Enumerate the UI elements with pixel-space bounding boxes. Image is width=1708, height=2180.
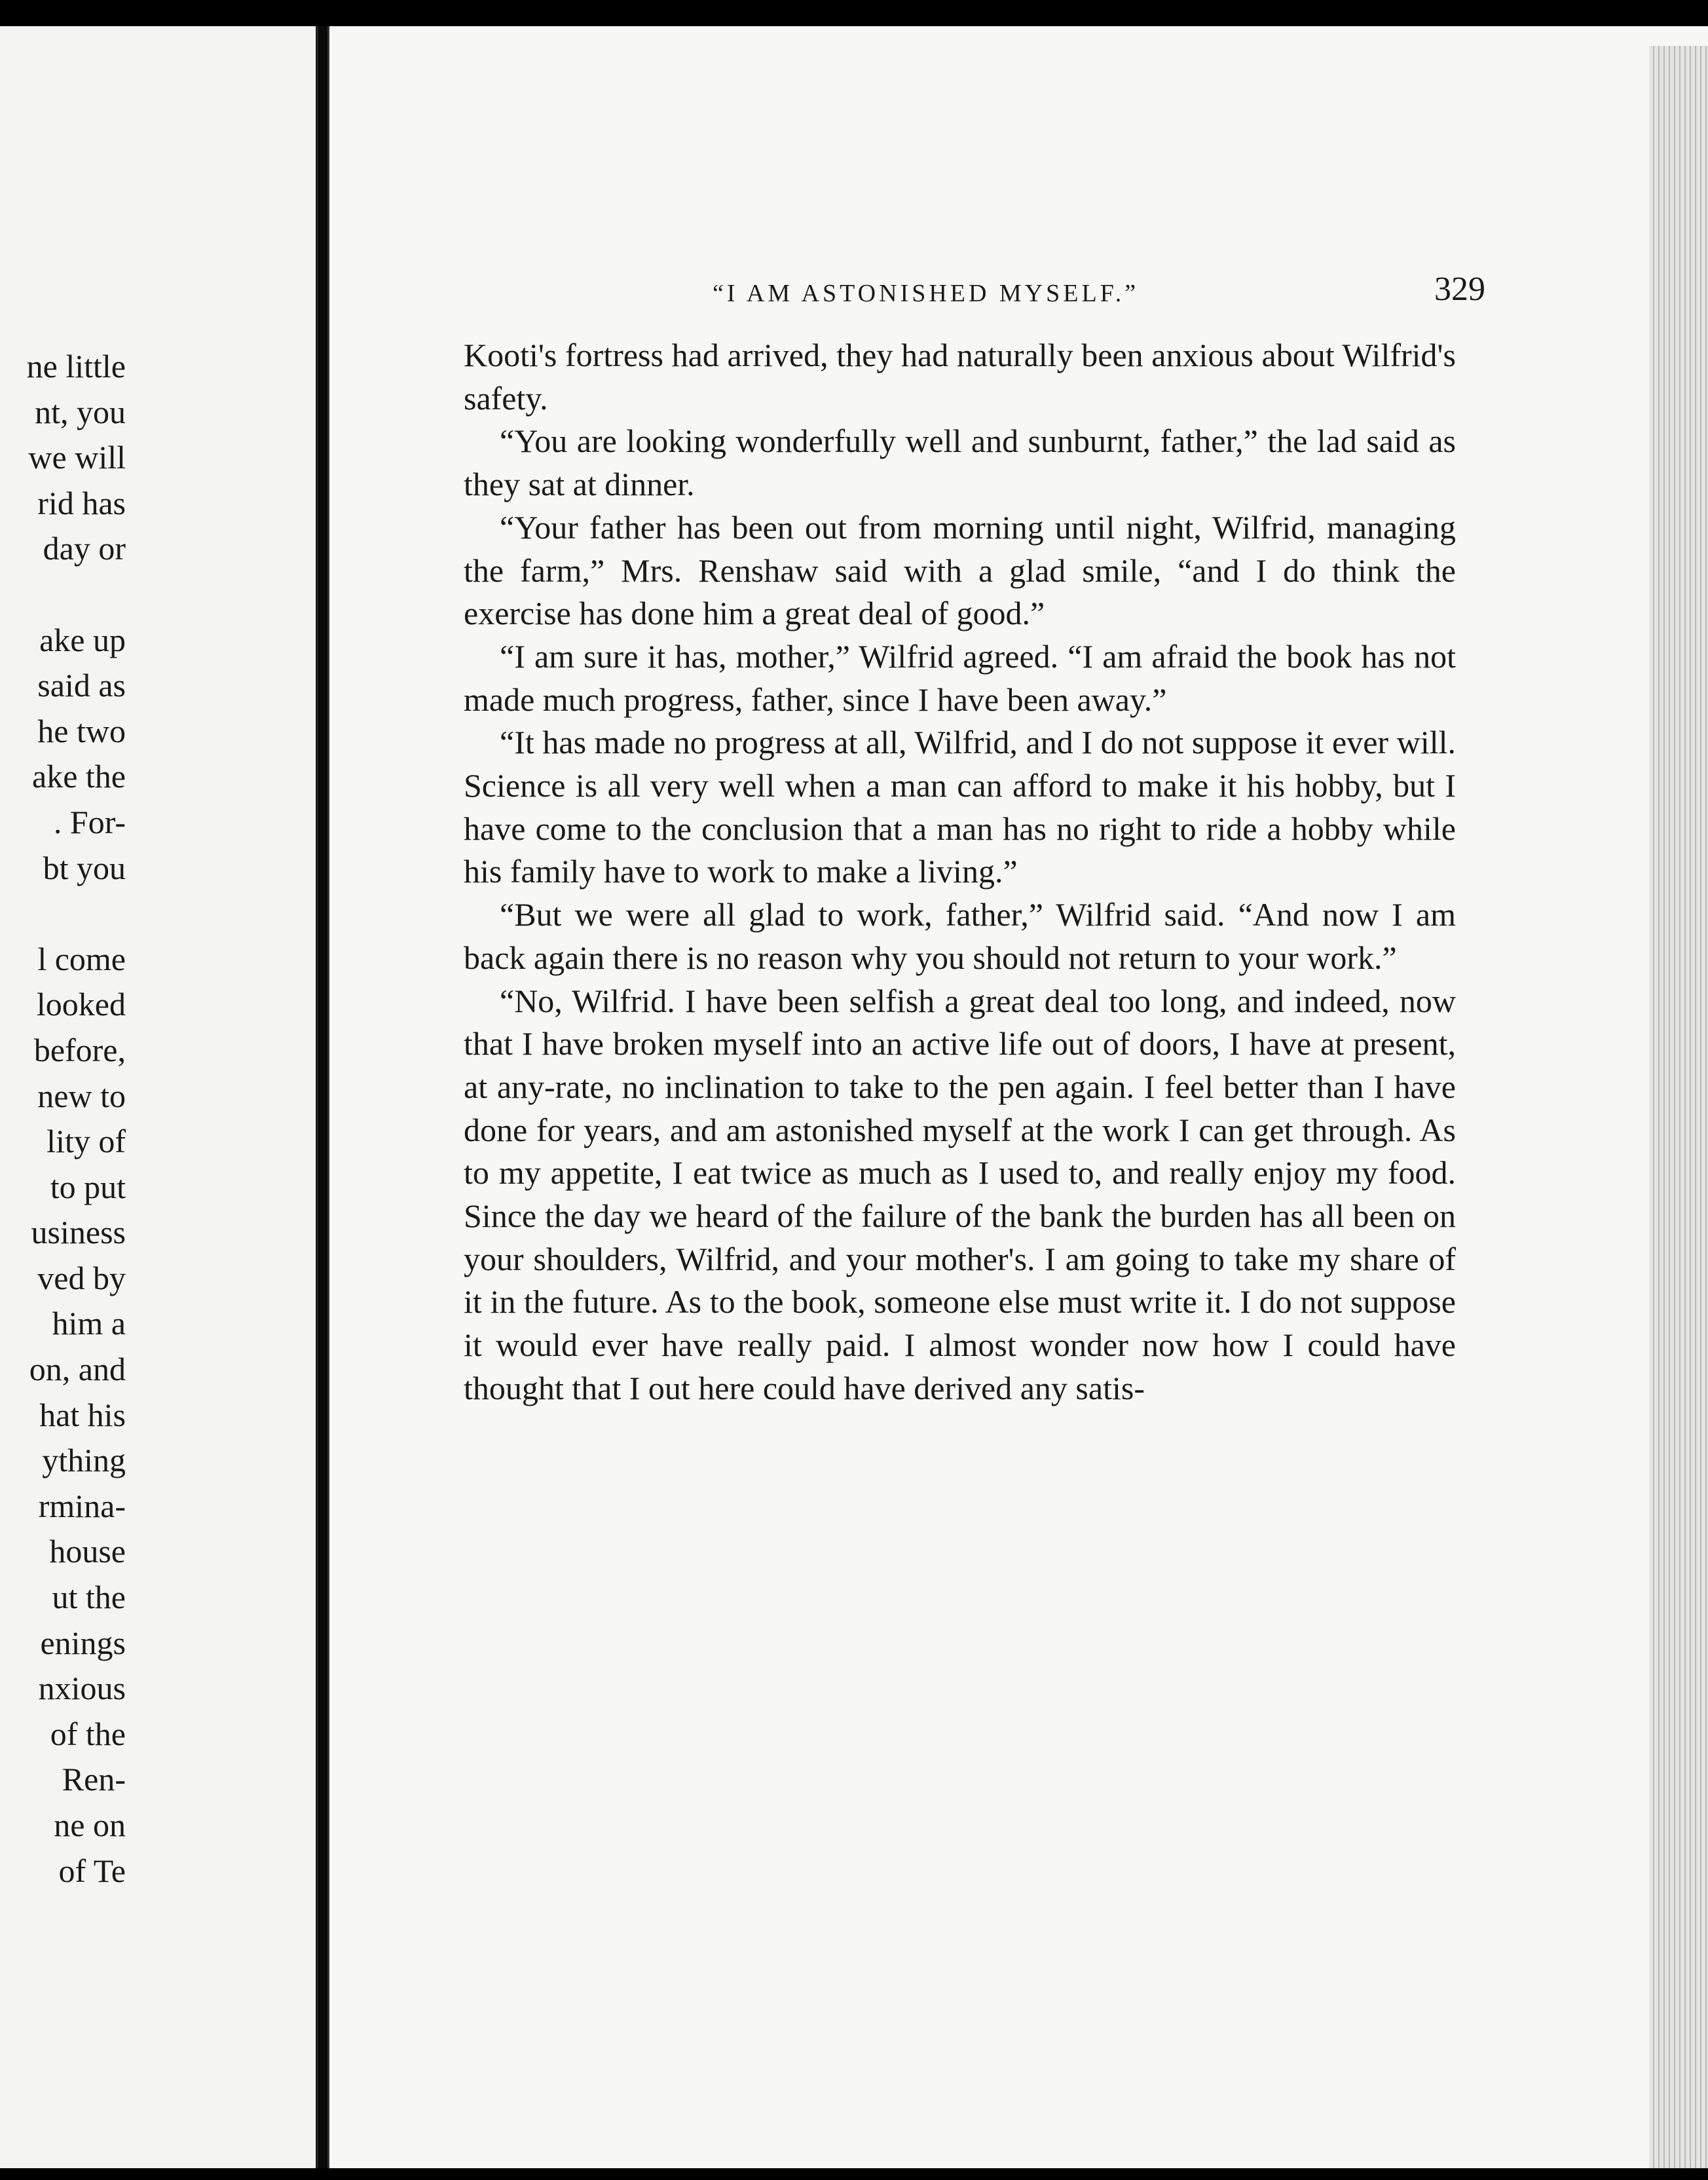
line-fragment: ne on [54, 1807, 126, 1843]
page-edges [1649, 46, 1708, 2168]
paragraph: “It has made no progress at all, Wilfrid, and I do not suppose it ever will. Science is all very well when a man can afford to make it his hobby, but I have come to the conclusion that a man has no right to ride a hobby while his family have to work to make a living.” [464, 724, 1456, 890]
line-fragment: house [49, 1533, 126, 1570]
line-fragment: of Te [58, 1852, 126, 1889]
line-fragment: said as [37, 667, 126, 704]
line-fragment: nt, you [35, 393, 126, 430]
line-fragment: to put [50, 1168, 126, 1205]
line-fragment: Ren- [62, 1761, 126, 1798]
line-fragment: . For- [53, 803, 126, 840]
line-fragment: ake the [32, 758, 126, 795]
previous-page-text [27, 344, 126, 1894]
page-number: 329 [1434, 271, 1485, 308]
running-head [464, 267, 1485, 326]
line-fragment: ne little [26, 348, 126, 385]
line-fragment: on, and [29, 1351, 126, 1388]
line-fragment: new to [37, 1077, 126, 1114]
running-title: “I AM ASTONISHED MYSELF.” [713, 280, 1140, 307]
line-fragment: nxious [38, 1670, 126, 1707]
line-fragment: we will [28, 439, 126, 476]
line-fragment: lity of [46, 1123, 126, 1160]
paragraph: “I am sure it has, mother,” Wilfrid agreed. “I am afraid the book has not made much progress, father, since I have been away.” [464, 637, 1456, 718]
line-fragment: looked [36, 986, 126, 1023]
line-fragment [27, 891, 126, 937]
line-fragment: rmina- [38, 1487, 126, 1524]
line-fragment: hat his [39, 1396, 126, 1433]
line-fragment: ved by [37, 1259, 126, 1296]
paragraph: “But we were all glad to work, father,” Wilfrid said. “And now I am back again there is no reason why you should not return to your work.” [464, 896, 1456, 976]
line-fragment: ake up [39, 621, 126, 658]
paragraph: “You are looking wonderfully well and sunburnt, father,” the lad said as they sat at dinner. [464, 423, 1456, 503]
paragraph: “No, Wilfrid. I have been selfish a great deal too long, and indeed, now that I have broken myself into an active life out of doors, I have at present, at any-rate, no inclination to take to the pen again. I feel better than I have done for years, and am astonished myself at the work I can get through. As to my appetite, I eat twice as much as I used to, and really enjoy my food. Since the day we heard of the failure of the bank the burden has all been on your shoulders, Wilfrid, and your mother's. I am going to take my share of it in the future. As to the book, someone else must write it. I do not suppose it would ever have really paid. I almost wonder now how I could have thought that I out here could have derived any satis- [464, 982, 1456, 1406]
paragraph: “Your father has been out from morning until night, Wilfrid, managing the farm,” Mrs. Renshaw said with a glad smile, “and I do think the exercise has done him a great deal of good.” [464, 508, 1456, 632]
line-fragment: usiness [31, 1214, 126, 1251]
line-fragment: ything [42, 1442, 126, 1479]
body-text [464, 334, 1456, 1410]
line-fragment [27, 572, 126, 618]
line-fragment: of the [50, 1715, 126, 1752]
line-fragment: him a [52, 1305, 126, 1342]
current-page [327, 26, 1708, 2168]
line-fragment: bt you [43, 849, 126, 886]
line-fragment: rid has [37, 484, 126, 521]
line-fragment: l come [37, 940, 126, 977]
line-fragment: he two [37, 712, 126, 749]
previous-page [0, 26, 318, 2168]
line-fragment: enings [40, 1624, 126, 1661]
paragraph: Kooti's fortress had arrived, they had naturally been anxious about Wilfrid's safety. [464, 337, 1456, 417]
text-block [464, 267, 1485, 1410]
line-fragment: before, [33, 1031, 126, 1068]
line-fragment: day or [43, 530, 126, 567]
line-fragment: ut the [52, 1579, 126, 1616]
